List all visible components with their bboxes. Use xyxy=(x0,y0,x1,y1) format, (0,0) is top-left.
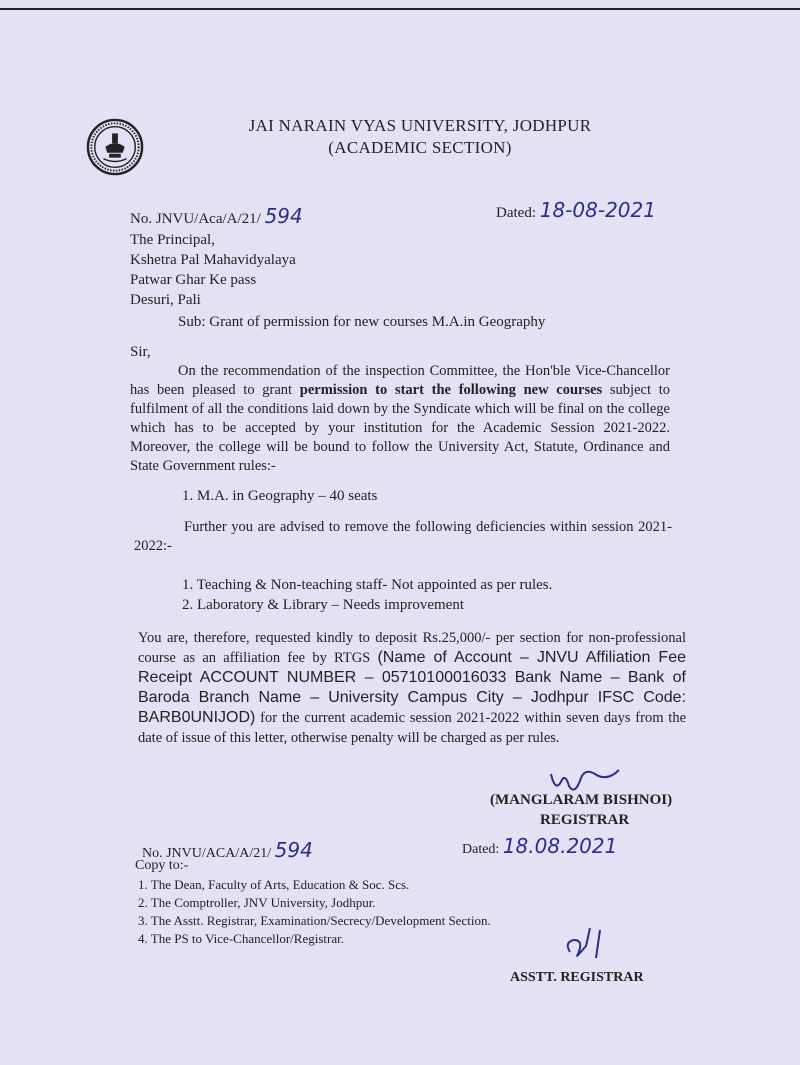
paragraph-text: subject to fulfilment of all the conditions laid down by the Syndicate which will be final on the college which has to be accepted by your institution for the Academic Session 2021-2022. Moreover, the college will be bound to follow the University Act, Statute, Ordinance and State Government rules:- xyxy=(130,382,670,474)
copy-to-label: Copy to:- xyxy=(135,858,189,873)
paragraph-text: On the recommendation of the inspection Committee, the Hon'ble Vice-Chancellor has been pleased to grant xyxy=(130,363,670,398)
dated-label: Dated: xyxy=(496,205,536,221)
paragraph-text: You are, therefore, requested kindly to deposit Rs.25,000/- per section for non-professional course as an affiliation fee by RTGS xyxy=(138,630,686,666)
asstt-registrar-signature xyxy=(560,922,620,964)
reference-date xyxy=(496,198,656,222)
paragraph-permission xyxy=(130,362,670,476)
copy-dated-label: Dated: xyxy=(462,842,500,857)
university-seal-logo xyxy=(86,118,144,176)
salutation: Sir, xyxy=(130,344,151,360)
paragraph-deficiencies: Further you are advised to remove the following deficiencies within session 2021-2022:- xyxy=(134,519,672,554)
reference-handwritten-number: 594 xyxy=(264,204,303,228)
paragraph-fee xyxy=(138,628,686,748)
copy-item: 3. The Asstt. Registrar, Examination/Secrecy/Development Section. xyxy=(138,913,491,928)
copy-handwritten-date: 18.08.2021 xyxy=(502,834,618,858)
copy-reference-prefix: No. JNVU/ACA/A/21/ xyxy=(142,846,272,861)
address-line: The Principal, xyxy=(130,232,215,248)
address-line: Desuri, Pali xyxy=(130,292,201,308)
reference-number xyxy=(130,204,303,228)
copy-date xyxy=(462,834,617,858)
deficiency-item: 2. Laboratory & Library – Needs improvement xyxy=(182,597,464,613)
bold-text: permission to start the following new courses xyxy=(299,382,603,398)
handwritten-date: 18-08-2021 xyxy=(539,198,656,222)
address-line: Kshetra Pal Mahavidyalaya xyxy=(130,252,296,268)
letterhead xyxy=(200,115,640,159)
top-rule xyxy=(0,8,800,10)
university-name: JAI NARAIN VYAS UNIVERSITY, JODHPUR xyxy=(248,116,592,135)
paragraph-text: for the current academic session 2021-2022 within seven days from the date of issue of this letter, otherwise penalty will be charged as per rules. xyxy=(138,710,686,746)
reference-prefix: No. JNVU/Aca/A/21/ xyxy=(130,211,261,227)
registrar-title: REGISTRAR xyxy=(540,812,630,828)
deficiency-item: 1. Teaching & Non-teaching staff- Not appointed as per rules. xyxy=(182,577,553,593)
deficiency-list xyxy=(182,575,552,615)
copy-item: 1. The Dean, Faculty of Arts, Education & Soc. Scs. xyxy=(138,877,410,892)
copy-item: 4. The PS to Vice-Chancellor/Registrar. xyxy=(138,931,344,946)
subject-line: Sub: Grant of permission for new courses M.A.in Geography xyxy=(178,314,546,330)
copy-list xyxy=(138,876,491,948)
address-block xyxy=(130,230,296,310)
address-line: Patwar Ghar Ke pass xyxy=(130,272,257,288)
registrar-name: (MANGLARAM BISHNOI) xyxy=(490,792,673,808)
asstt-registrar-title: ASSTT. REGISTRAR xyxy=(510,970,644,985)
account-details: (Name of Account – JNVU Affiliation Fee Receipt ACCOUNT NUMBER – 05710100016033 Bank Name – Bank of Baroda Branch Name – University Campus City – Jodhpur IFSC Code: BARB0UNIJOD) xyxy=(138,649,686,726)
course-item: 1. M.A. in Geography – 40 seats xyxy=(182,488,378,504)
section-name: (ACADEMIC SECTION) xyxy=(328,138,512,157)
copy-item: 2. The Comptroller, JNV University, Jodhpur. xyxy=(138,895,376,910)
copy-handwritten-number: 594 xyxy=(274,838,313,862)
